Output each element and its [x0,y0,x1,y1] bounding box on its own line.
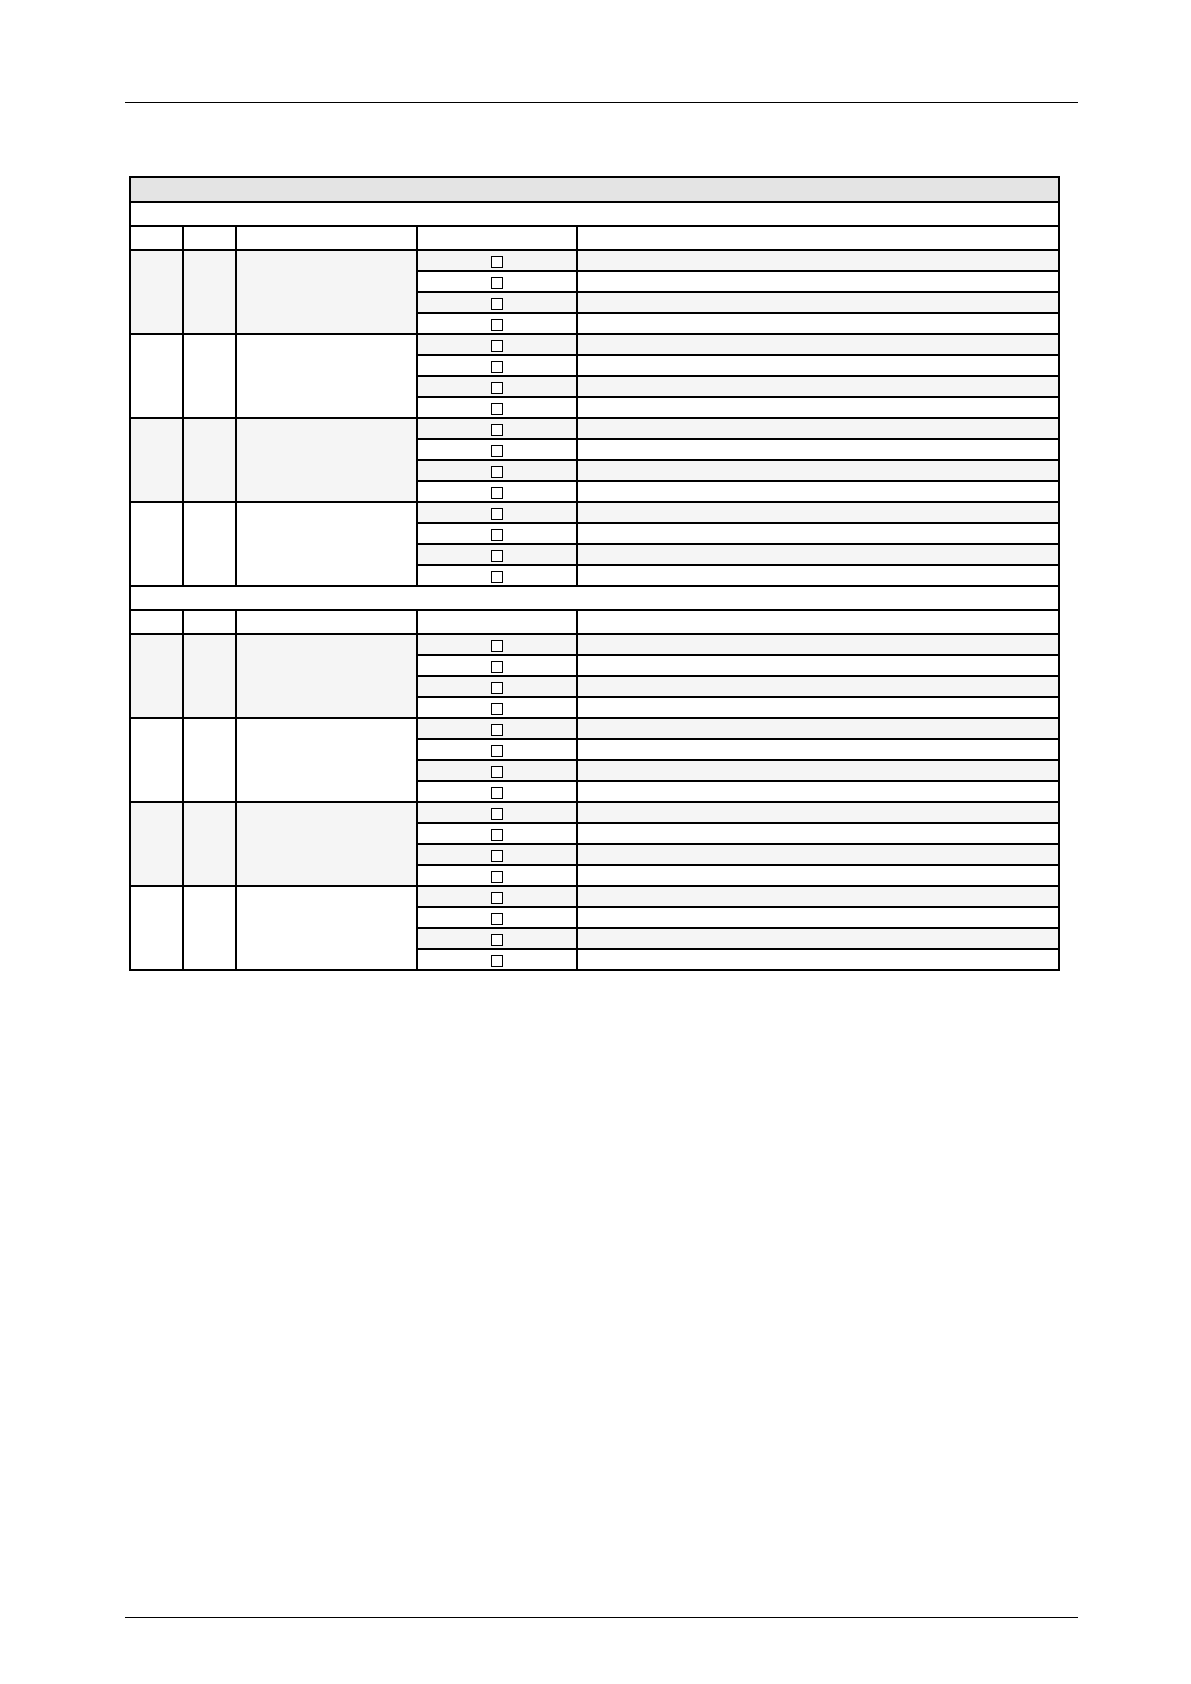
checkbox[interactable] [491,340,503,352]
table-row [130,886,1059,907]
group-col3-cell [236,886,417,970]
header-rule [125,102,1078,103]
comment-field[interactable] [577,313,1059,334]
checkbox[interactable] [491,745,503,757]
column-header [130,226,183,250]
checkbox-cell [417,523,577,544]
checkbox[interactable] [491,508,503,520]
checkbox-cell [417,313,577,334]
group-col3-cell [236,334,417,418]
checkbox[interactable] [491,298,503,310]
group-col2-cell [183,886,236,970]
group-col1-cell [130,718,183,802]
checkbox-cell [417,460,577,481]
checkbox[interactable] [491,955,503,967]
comment-field[interactable] [577,397,1059,418]
checkbox[interactable] [491,913,503,925]
comment-field[interactable] [577,481,1059,502]
comment-field[interactable] [577,376,1059,397]
comment-field[interactable] [577,718,1059,739]
comment-field[interactable] [577,523,1059,544]
comment-field[interactable] [577,544,1059,565]
column-header [183,610,236,634]
checkbox-cell [417,271,577,292]
section-label [130,586,1059,610]
comment-field[interactable] [577,802,1059,823]
checkbox-cell [417,844,577,865]
comment-field[interactable] [577,949,1059,970]
group-col1-cell [130,418,183,502]
checkbox[interactable] [491,550,503,562]
checkbox-cell [417,634,577,655]
column-header [577,610,1059,634]
checkbox-cell [417,718,577,739]
column-header-row [130,610,1059,634]
checkbox-cell [417,292,577,313]
checkbox[interactable] [491,766,503,778]
checkbox[interactable] [491,892,503,904]
checkbox-cell [417,544,577,565]
checkbox-cell [417,739,577,760]
comment-field[interactable] [577,418,1059,439]
comment-field[interactable] [577,760,1059,781]
column-header [577,226,1059,250]
column-header-row [130,226,1059,250]
comment-field[interactable] [577,271,1059,292]
group-col2-cell [183,634,236,718]
checkbox[interactable] [491,703,503,715]
checkbox-cell [417,655,577,676]
comment-field[interactable] [577,676,1059,697]
checkbox[interactable] [491,361,503,373]
section-label [130,202,1059,226]
checkbox[interactable] [491,808,503,820]
checkbox[interactable] [491,277,503,289]
comment-field[interactable] [577,439,1059,460]
checkbox-cell [417,697,577,718]
comment-field[interactable] [577,697,1059,718]
checkbox[interactable] [491,787,503,799]
section-row [130,202,1059,226]
checkbox-cell [417,823,577,844]
group-col2-cell [183,802,236,886]
column-header [417,610,577,634]
checkbox[interactable] [491,571,503,583]
comment-field[interactable] [577,292,1059,313]
group-col2-cell [183,502,236,586]
comment-field[interactable] [577,250,1059,271]
group-col2-cell [183,334,236,418]
checkbox[interactable] [491,445,503,457]
table-title-row [130,177,1059,202]
checkbox-cell [417,865,577,886]
table-row [130,418,1059,439]
checkbox[interactable] [491,934,503,946]
group-col1-cell [130,334,183,418]
group-col1-cell [130,802,183,886]
checkbox[interactable] [491,682,503,694]
checkbox[interactable] [491,829,503,841]
checkbox[interactable] [491,466,503,478]
checkbox-cell [417,886,577,907]
comment-field[interactable] [577,502,1059,523]
table-row [130,802,1059,823]
group-col3-cell [236,502,417,586]
checkbox-cell [417,397,577,418]
checkbox[interactable] [491,403,503,415]
group-col1-cell [130,502,183,586]
comment-field[interactable] [577,460,1059,481]
group-col1-cell [130,634,183,718]
table-row [130,250,1059,271]
table-row [130,634,1059,655]
checkbox-cell [417,802,577,823]
checkbox-cell [417,376,577,397]
checkbox-cell [417,418,577,439]
column-header [417,226,577,250]
checkbox-cell [417,928,577,949]
comment-field[interactable] [577,739,1059,760]
comment-field[interactable] [577,865,1059,886]
section-row [130,586,1059,610]
checkbox[interactable] [491,424,503,436]
group-col3-cell [236,634,417,718]
checkbox-cell [417,439,577,460]
checklist-table [129,176,1060,971]
checkbox-cell [417,334,577,355]
comment-field[interactable] [577,928,1059,949]
comment-field[interactable] [577,334,1059,355]
comment-field[interactable] [577,907,1059,928]
group-col2-cell [183,718,236,802]
checkbox[interactable] [491,850,503,862]
group-col2-cell [183,250,236,334]
checkbox-cell [417,907,577,928]
group-col3-cell [236,802,417,886]
checkbox[interactable] [491,487,503,499]
column-header [236,610,417,634]
column-header [130,610,183,634]
group-col1-cell [130,250,183,334]
checkbox-cell [417,355,577,376]
checkbox-cell [417,760,577,781]
comment-field[interactable] [577,823,1059,844]
comment-field[interactable] [577,634,1059,655]
checkbox[interactable] [491,640,503,652]
comment-field[interactable] [577,844,1059,865]
table-row [130,334,1059,355]
comment-field[interactable] [577,355,1059,376]
comment-field[interactable] [577,565,1059,586]
table-title [130,177,1059,202]
group-col2-cell [183,418,236,502]
column-header [183,226,236,250]
column-header [236,226,417,250]
table-row [130,718,1059,739]
checkbox-cell [417,481,577,502]
group-col3-cell [236,718,417,802]
checkbox[interactable] [491,529,503,541]
checkbox-cell [417,565,577,586]
table-row [130,502,1059,523]
checkbox[interactable] [491,256,503,268]
group-col1-cell [130,886,183,970]
checkbox[interactable] [491,661,503,673]
checkbox-cell [417,502,577,523]
comment-field[interactable] [577,886,1059,907]
comment-field[interactable] [577,781,1059,802]
checkbox[interactable] [491,319,503,331]
comment-field[interactable] [577,655,1059,676]
group-col3-cell [236,418,417,502]
footer-rule [125,1617,1078,1618]
checkbox[interactable] [491,724,503,736]
checkbox-cell [417,781,577,802]
checkbox-cell [417,949,577,970]
checkbox[interactable] [491,382,503,394]
group-col3-cell [236,250,417,334]
checkbox-cell [417,676,577,697]
checkbox-cell [417,250,577,271]
checkbox[interactable] [491,871,503,883]
